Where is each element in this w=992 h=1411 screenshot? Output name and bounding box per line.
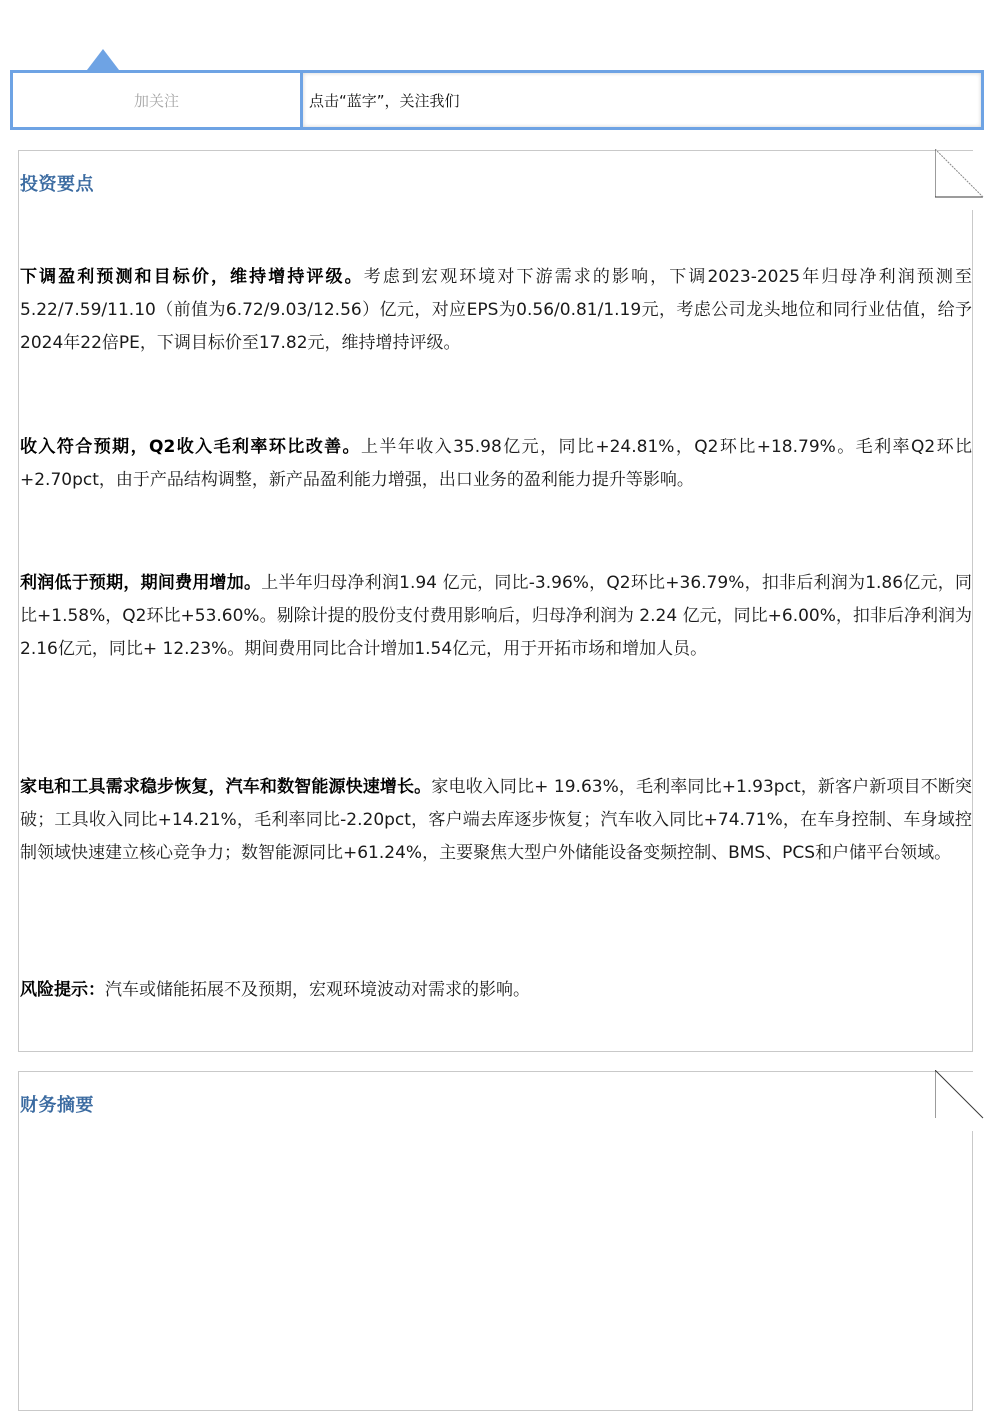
section-frame (18, 1071, 973, 1411)
paragraph-body: 汽车或储能拓展不及预期，宏观环境波动对需求的影响。 (105, 980, 530, 1000)
folded-corner-icon (935, 1070, 985, 1120)
paragraph-lead: 风险提示： (20, 980, 105, 1000)
paragraph-body: 家电收入同比+ 19.63%，毛利率同比+1.93pct，新客户新项目不断突破；工具收入同比+14.21%，毛利率同比-2.20pct，客户端去库逐步恢复；汽车收入同比+74.71%，在车身控制、车身域控制领域快速建立核心竞争力；数智能源同比+61.24%，主要聚焦大型户外储能设备变频控制、BMS、PCS和户储平台领域。 (20, 777, 972, 863)
paragraph-body: 上半年收入35.98亿元，同比+24.81%，Q2环比+18.79%。毛利率Q2环比+2.70pct，由于产品结构调整，新产品盈利能力增强，出口业务的盈利能力提升等影响。 (20, 437, 973, 490)
paragraph-body: 上半年归母净利润1.94 亿元，同比-3.96%，Q2环比+36.79%，扣非后利润为1.86亿元，同比+1.58%，Q2环比+53.60%。剔除计提的股份支付费用影响后，归母净利润为 2.24 亿元，同比+6.00%，扣非后净利润为2.16亿元，同比+ 12.23%。期间费用同比合计增加1.54亿元，用于开拓市场和增加人员。 (20, 573, 972, 659)
paragraph-revenue (20, 431, 972, 497)
follow-banner (10, 70, 984, 130)
section-title: 财务摘要 (20, 1095, 94, 1116)
paragraph-segments (20, 771, 972, 870)
follow-prompt: 点击“蓝字”，关注我们 (303, 73, 981, 127)
financial-summary-section (18, 1071, 973, 1411)
section-right-border (972, 1131, 973, 1411)
section-right-border (972, 210, 973, 1052)
folded-corner-icon (935, 149, 985, 199)
paragraph-body: 考虑到宏观环境对下游需求的影响，下调2023-2025年归母净利润预测至5.22/7.59/11.10（前值为6.72/9.03/12.56）亿元，对应EPS为0.56/0.81/1.19元，考虑公司龙头地位和同行业估值，给予2024年22倍PE，下调目标价至17.82元，维持增持评级。 (20, 267, 972, 353)
section-title: 投资要点 (20, 174, 94, 195)
paragraph-earnings-forecast (20, 261, 972, 360)
investment-highlights-section (18, 150, 973, 1052)
paragraph-lead: 利润低于预期，期间费用增加。 (20, 573, 262, 593)
paragraph-risk (20, 974, 972, 1007)
paragraph-profit (20, 567, 972, 666)
follow-button[interactable]: 加关注 (13, 73, 303, 127)
paragraph-lead: 下调盈利预测和目标价，维持增持评级。 (20, 267, 364, 287)
paragraph-lead: 收入符合预期，Q2收入毛利率环比改善。 (20, 437, 361, 457)
follow-pointer-arrow-icon (87, 49, 119, 70)
paragraph-lead: 家电和工具需求稳步恢复，汽车和数智能源快速增长。 (20, 777, 432, 797)
